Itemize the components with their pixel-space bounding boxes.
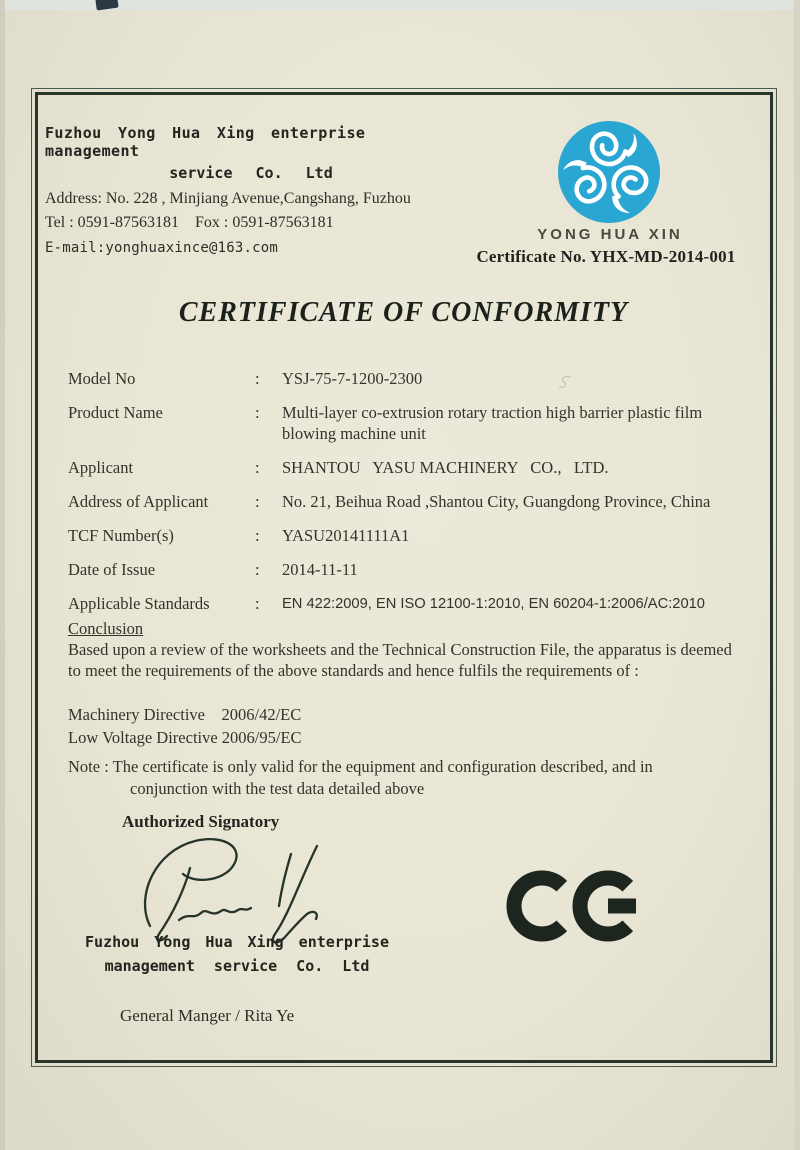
directives-list (68, 703, 748, 749)
conclusion-body (68, 639, 748, 681)
field-label: Date of Issue (68, 560, 156, 579)
field-row (68, 368, 743, 389)
issuer-name-line1: Fuzhou Yong Hua Xing enterprise management (45, 124, 366, 160)
field-label: Applicant (68, 458, 134, 477)
note-line: conjunction with the test data detailed above (130, 779, 425, 798)
directive-line: Machinery Directive 2006/42/EC (68, 705, 302, 724)
certificate-fields (68, 368, 743, 628)
field-row (68, 491, 743, 512)
logo-caption: YONG HUA XIN (537, 226, 683, 243)
issuer-tel-fax: Tel : 0591-87563181 Fox : 0591-87563181 (45, 214, 334, 231)
field-label: Applicable Standards (68, 594, 210, 613)
field-label: Product Name (68, 403, 163, 422)
field-separator: : (255, 526, 260, 545)
field-value: YASU20141111A1 (282, 526, 410, 545)
field-value: SHANTOU YASU MACHINERY CO., LTD. (282, 458, 609, 477)
field-value: EN 422:2009, EN ISO 12100-1:2010, EN 60204-1:2006/AC:2010 (282, 596, 705, 612)
certificate-number: Certificate No. YHX-MD-2014-001 (476, 247, 736, 266)
note-section (68, 756, 728, 800)
field-label: Address of Applicant (68, 492, 209, 511)
field-value: 2014-11-11 (282, 560, 358, 579)
field-row (68, 457, 743, 478)
authorized-signatory-heading: Authorized Signatory (122, 812, 280, 831)
directive-line: Low Voltage Directive 2006/95/EC (68, 728, 302, 747)
scan-edge-top (0, 0, 800, 10)
page-title: CERTIFICATE OF CONFORMITY (178, 297, 629, 328)
conclusion-section (68, 618, 748, 749)
field-row (68, 525, 743, 546)
issuer-email: E-mail:yonghuaxince@163.com (45, 240, 278, 256)
scan-edge-left (0, 0, 5, 1150)
issuer-address: Address: No. 228 , Minjiang Avenue,Cangshang, Fuzhou (45, 190, 411, 207)
field-separator: : (255, 560, 260, 579)
signatory-company-line1: Fuzhou Yong Hua Xing enterprise (85, 933, 389, 951)
conclusion-line: Based upon a review of the worksheets and the Technical Construction File, the apparatus is deemed (68, 640, 732, 659)
note-line: Note : The certificate is only valid for the equipment and configuration described, and in (68, 757, 653, 776)
signatory-company (62, 930, 412, 978)
issuer-block (45, 124, 457, 256)
field-separator: : (255, 369, 260, 388)
field-label: TCF Number(s) (68, 526, 174, 545)
conclusion-line: to meet the requirements of the above standards and hence fulfils the requirements of : (68, 661, 639, 680)
ce-mark-icon (506, 866, 646, 951)
field-label: Model No (68, 369, 136, 388)
field-separator: : (255, 594, 260, 613)
field-value: YSJ-75-7-1200-2300 (282, 369, 423, 388)
conclusion-heading: Conclusion (68, 619, 144, 638)
signatory-company-line2: management service Co. Ltd (104, 957, 370, 975)
general-manager-line: General Manger / Rita Ye (120, 1006, 295, 1025)
field-row (68, 559, 743, 580)
field-row (68, 402, 743, 444)
field-separator: : (255, 403, 260, 422)
field-value: No. 21, Beihua Road ,Shantou City, Guangdong Province, China (282, 492, 711, 511)
field-separator: : (255, 492, 260, 511)
field-row (68, 593, 743, 615)
yong-hua-xin-logo-icon (547, 110, 671, 234)
field-separator: : (255, 458, 260, 477)
issuer-name-line2: service Co. Ltd (169, 164, 333, 182)
scan-edge-right (794, 0, 800, 1150)
field-value: Multi-layer co-extrusion rotary traction high barrier plastic film blowing machine unit (282, 403, 707, 443)
